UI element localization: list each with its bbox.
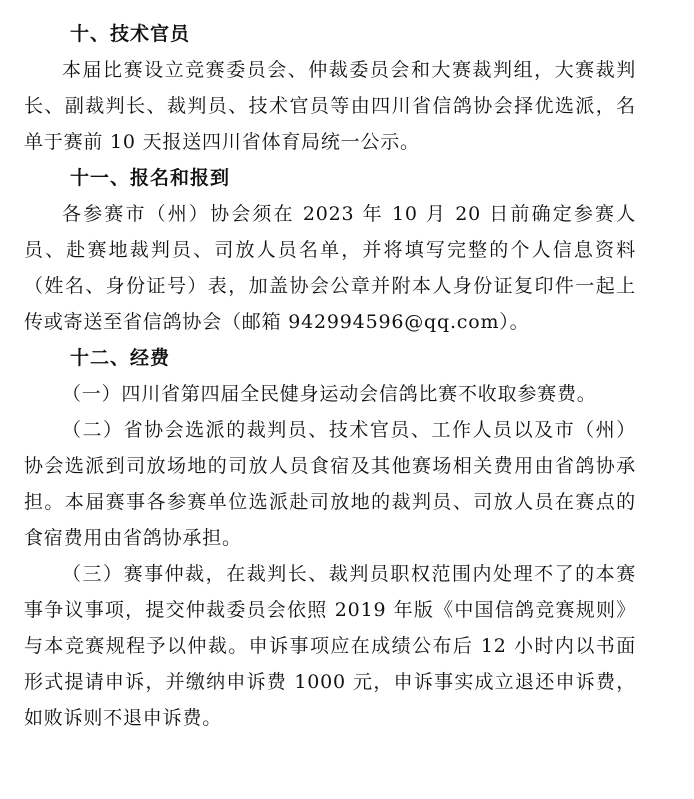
paragraph-technical-officials: 本届比赛设立竞赛委员会、仲裁委员会和大赛裁判组，大赛裁判长、副裁判长、裁判员、技术官员等由四川省信鸽协会择优选派，名单于赛前 10 天报送四川省体育局统一公示。: [24, 59, 636, 153]
section-heading-registration: 十一、报名和报到: [70, 167, 231, 189]
paragraph-funding-3: （三）赛事仲裁，在裁判长、裁判员职权范围内处理不了的本赛事争议事项，提交仲裁委员会依照 2019 年版《中国信鸽竞赛规则》与本竞赛规程予以仲裁。申诉事项应在成绩公布后 12 小时内以书面形式提请申诉，并缴纳申诉费 1000 元，申诉事实成立退还申诉费，如败诉则不退申诉费。: [24, 563, 636, 729]
section-heading-technical-officials: 十、技术官员: [70, 23, 191, 45]
paragraph-registration: 各参赛市（州）协会须在 2023 年 10 月 20 日前确定参赛人员、赴赛地裁判员、司放人员名单，并将填写完整的个人信息资料（姓名、身份证号）表，加盖协会公章并附本人身份证复印件一起上传或寄送至省信鸽协会（邮箱 942994596@qq.com）。: [24, 203, 636, 333]
section-heading-funding: 十二、经费: [70, 347, 171, 369]
paragraph-funding-1: （一）四川省第四届全民健身运动会信鸽比赛不收取参赛费。: [62, 383, 597, 405]
paragraph-funding-2: （二）省协会选派的裁判员、技术官员、工作人员以及市（州）协会选派到司放场地的司放人员食宿及其他赛场相关费用由省鸽协承担。本届赛事各参赛单位选派赴司放地的裁判员、司放人员在赛点的食宿费用由省鸽协承担。: [24, 419, 636, 549]
